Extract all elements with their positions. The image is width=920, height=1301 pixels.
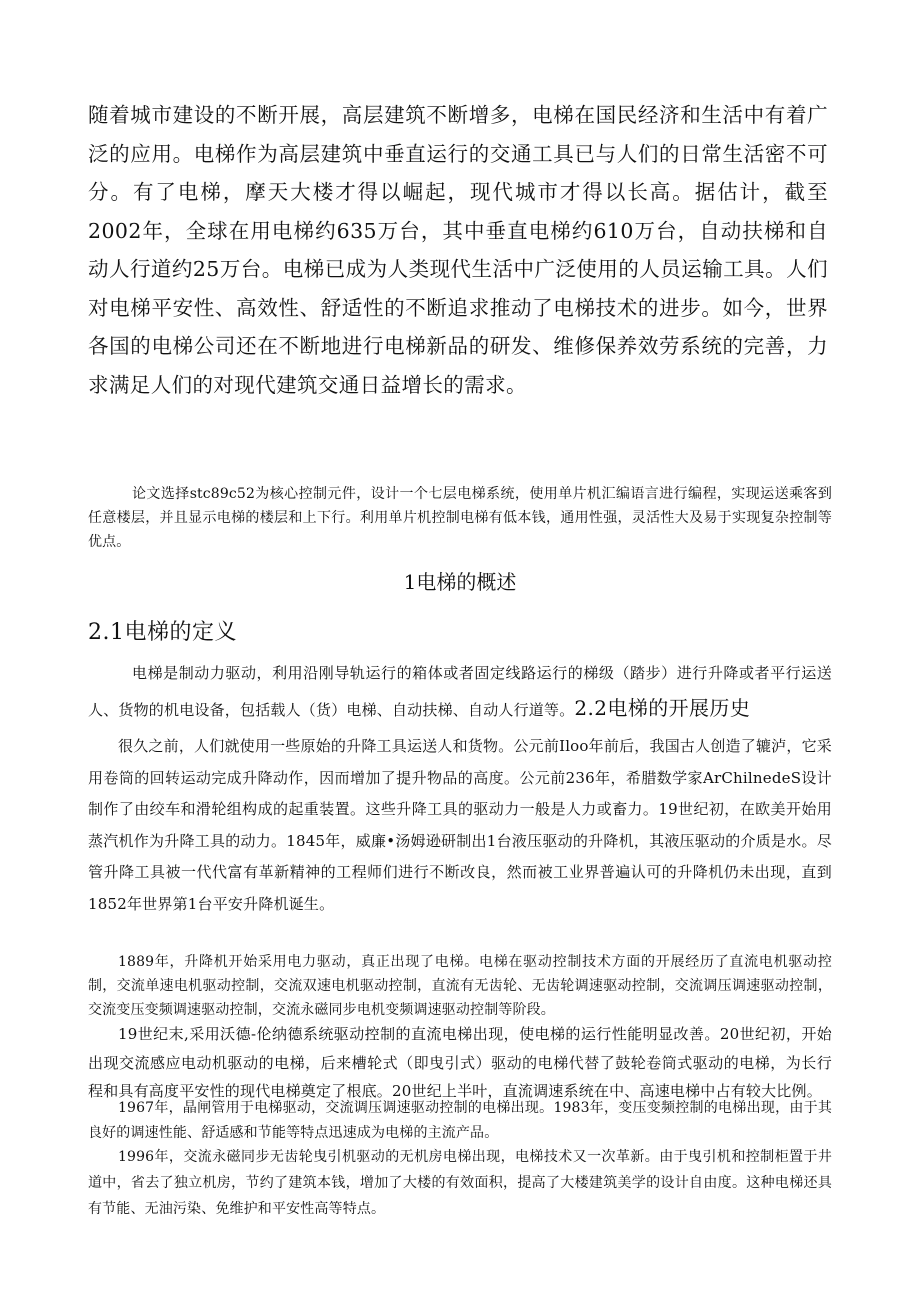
intro-paragraph: 随着城市建设的不断开展，高层建筑不断增多，电梯在国民经济和生活中有着广泛的应用。电梯作为高层建筑中垂直运行的交通工具已与人们的日常生活密不可分。有了电梯，摩天大楼才得以崛起，现代城市才得以长高。据估计，截至2002年，全球在用电梯约635万台，其中垂直电梯约610万台，自动扶梯和自动人行道约25万台。电梯已成为人类现代生活中广泛使用的人员运输工具。人们对电梯平安性、高效性、舒适性的不断追求推动了电梯技术的进步。如今，世界各国的电梯公司还在不断地进行电梯新品的研发、维修保养效劳系统的完善，力求满足人们的对现代建筑交通日益增长的需求。 (88, 103, 828, 397)
history-paragraph-3: 19世纪末,采用沃德-伦纳德系统驱动控制的直流电梯出现，使电梯的运行性能明显改善。20世纪初，开始出现交流感应电动机驱动的电梯，后来槽轮式（即曳引式）驱动的电梯代替了鼓轮卷筒式驱动的电梯，为长行程和具有高度平安性的现代电梯奠定了根底。20世纪上半叶，直流调速系统在中、高速电梯中占有较大比例。 (88, 1025, 832, 1100)
history-paragraph-4: 1967年，晶闸管用于电梯驱动，交流调压调速驱动控制的电梯出现。1983年，变压变频控制的电梯出现，由于其良好的调速性能、舒适感和节能等特点迅速成为电梯的主流产品。 (88, 1100, 832, 1141)
section-2-1-body (88, 656, 832, 728)
section-2-2-title: 2.2电梯的开展历史 (574, 696, 751, 720)
section-1-title: 1电梯的概述 (403, 570, 517, 594)
section-2-1-body-text: 电梯是制动力驱动，利用沿刚导轨运行的箱体或者固定线路运行的梯级（踏步）进行升降或者平行运送人、货物的机电设备，包括载人（货）电梯、自动扶梯、自动人行道等。 (88, 664, 832, 719)
history-paragraph-1: 很久之前，人们就使用一些原始的升降工具运送人和货物。公元前Iloo年前后，我国古人创造了辘泸，它采用卷筒的回转运动完成升降动作，因而增加了提升物品的高度。公元前236年，希腊数学家ArChilnedeS设计制作了由绞车和滑轮组构成的起重装置。这些升降工具的驱动力一般是人力或畜力。19世纪初，在欧美开始用蒸汽机作为升降工具的动力。1845年，威廉•汤姆逊研制出1台液压驱动的升降机，其液压驱动的介质是水。尽管升降工具被一代代富有革新精神的工程师们进行不断改良，然而被工业界普遍认可的升降机仍未出现，直到1852年世界第1台平安升降机诞生。 (88, 737, 832, 913)
history-paragraph-5: 1996年，交流永磁同步无齿轮曳引机驱动的无机房电梯出现，电梯技术又一次革新。由于曳引机和控制柜置于井道中，省去了独立机房，节约了建筑本钱，增加了大楼的有效面积，提高了大楼建筑美学的设计自由度。这种电梯还具有节能、无油污染、免维护和平安性高等特点。 (88, 1149, 832, 1217)
history-paragraph-2: 1889年，升降机开始采用电力驱动，真正出现了电梯。电梯在驱动控制技术方面的开展经历了直流电机驱动控制，交流单速电机驱动控制，交流双速电机驱动控制，直流有无齿轮、无齿轮调速驱动控制，交流调压调速驱动控制，交流变压变频调速驱动控制，交流永磁同步电机变频调速驱动控制等阶段。 (88, 954, 832, 1018)
thesis-paragraph: 论文选择stc89c52为核心控制元件，设计一个七层电梯系统，使用单片机汇编语言进行编程，实现运送乘客到任意楼层，并且显示电梯的楼层和上下行。利用单片机控制电梯有低本钱，通用性强，灵活性大及易于实现复杂控制等优点。 (88, 486, 832, 550)
section-2-1-title: 2.1电梯的定义 (88, 620, 237, 645)
